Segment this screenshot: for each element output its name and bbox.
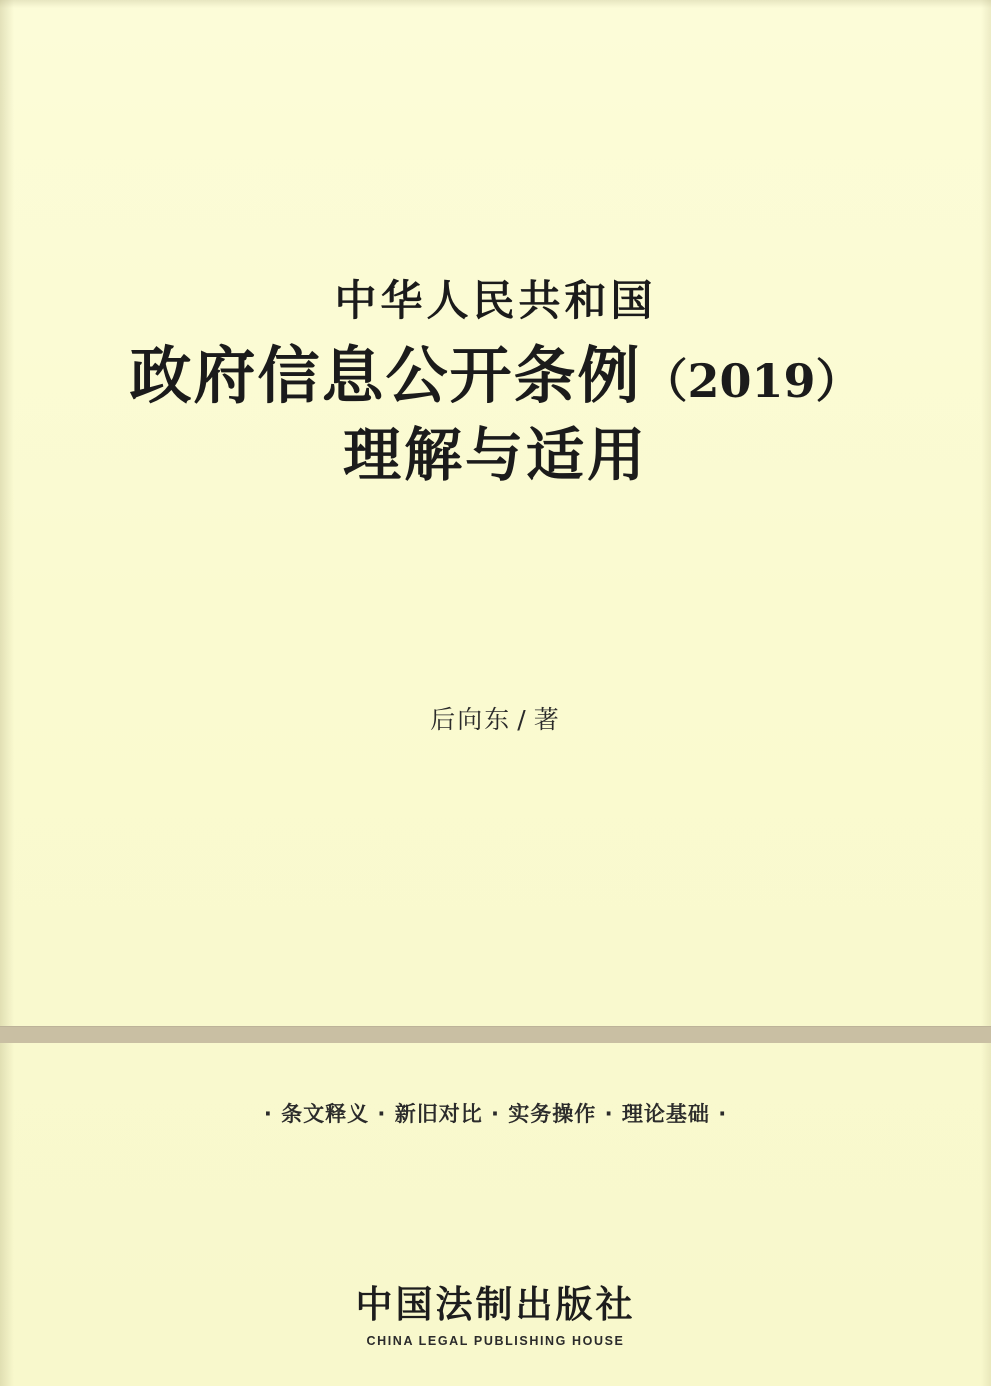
title-year: （2019）	[641, 354, 862, 409]
title-line-subtitle: 理解与适用	[342, 421, 648, 490]
decorative-band	[0, 1026, 991, 1043]
author-name: 后向东	[430, 705, 512, 734]
publisher-name-english: CHINA LEGAL PUBLISHING HOUSE	[366, 1334, 625, 1348]
publisher-name-chinese: 中国法制出版社	[355, 1281, 636, 1326]
author-separator: /	[517, 705, 528, 734]
publisher-block	[0, 1282, 991, 1348]
tagline: · 条文释义 · 新旧对比 · 实务操作 · 理论基础 ·	[263, 1102, 728, 1126]
paper-edge-right-shade	[981, 0, 991, 1386]
title-block	[0, 278, 991, 491]
author-block	[0, 700, 991, 736]
title-line-main	[0, 340, 991, 411]
paper-edge-left-shade	[0, 0, 14, 1386]
title-line-country: 中华人民共和国	[334, 276, 657, 325]
author-role: 著	[533, 705, 561, 734]
paper-edge-top-shade	[0, 0, 991, 8]
title-main-text: 政府信息公开条例	[129, 339, 642, 413]
